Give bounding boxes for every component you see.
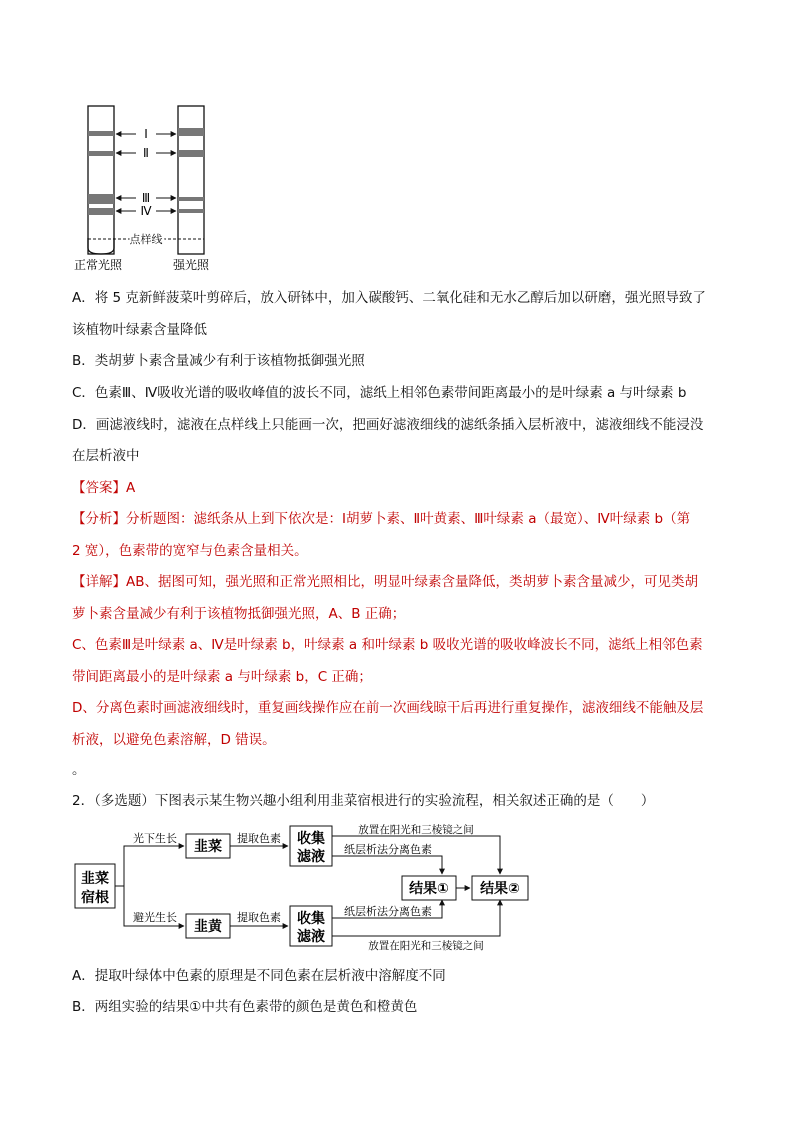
q1-option-a-line2: 该植物叶绿素含量降低 xyxy=(72,322,207,338)
strong-light-strip xyxy=(178,106,204,254)
collect-top-1: 收集 xyxy=(297,831,325,847)
q2-option-a: A．提取叶绿体中色素的原理是不同色素在层析液中溶解度不同 xyxy=(72,968,446,984)
experiment-flow-diagram xyxy=(72,822,532,954)
root-label-1: 韭菜 xyxy=(81,871,109,887)
q2-option-b: B．两组实验的结果①中共有色素带的颜色是黄色和橙黄色 xyxy=(72,999,418,1015)
result2-label: 结果② xyxy=(480,881,520,897)
q1-detail-line4: 带间距离最小的是叶绿素 a 与叶绿素 b，C 正确； xyxy=(72,669,372,685)
root-label-2: 宿根 xyxy=(81,890,109,906)
q1-detail-line2: 萝卜素含量减少有利于该植物抵御强光照，A、B 正确； xyxy=(72,606,406,622)
label-iv: Ⅳ xyxy=(140,204,152,218)
q1-analysis-line2: 2 宽），色素带的宽窄与色素含量相关。 xyxy=(72,543,308,559)
q1-detail-line6: 析液，以避免色素溶解，D 错误。 xyxy=(72,732,276,748)
analysis-text-1: 分析题图：滤纸条从上到下依次是：Ⅰ胡萝卜素、Ⅱ叶黄素、Ⅲ叶绿素 a（最宽）、Ⅳ叶绿素 b（第 xyxy=(126,511,691,527)
q1-option-c: C．色素Ⅲ、Ⅳ吸收光谱的吸收峰值的波长不同，滤纸上相邻色素带间距离最小的是叶绿素 a 与叶绿素 b xyxy=(72,385,687,401)
collect-bottom-1: 收集 xyxy=(297,911,325,927)
extract-label-bottom: 提取色素 xyxy=(237,911,281,924)
collect-bottom-2: 滤液 xyxy=(297,929,325,945)
prism-label-bottom: 放置在阳光和三棱镜之间 xyxy=(368,940,484,952)
extract-label-top: 提取色素 xyxy=(237,832,281,845)
band-iv-normal xyxy=(88,208,114,215)
q1-option-d-line2: 在层析液中 xyxy=(72,448,140,464)
q1-option-a-line1: A．将 5 克新鲜菠菜叶剪碎后，放入研钵中，加入碳酸钙、二氧化硅和无水乙醇后加以研磨，强光照导致了 xyxy=(72,290,706,306)
band-iv-strong xyxy=(178,209,204,213)
q1-detail-line5: D、分离色素时画滤液细线时，重复画线操作应在前一次画线晾干后再进行重复操作，滤液细线不能触及层 xyxy=(72,700,704,716)
normal-light-label: 正常光照 xyxy=(73,258,123,272)
normal-light-strip xyxy=(88,106,114,254)
band-ii-normal xyxy=(88,151,114,156)
light-growth-label: 光下生长 xyxy=(133,832,177,845)
q1-analysis-line1 xyxy=(72,509,690,529)
detail-tag: 【详解】 xyxy=(72,574,126,590)
q1-end-mark: 。 xyxy=(72,762,86,778)
band-ii-strong xyxy=(178,150,204,157)
detail-text-1: AB、据图可知，强光照和正常光照相比，明显叶绿素含量降低，类胡萝卜素含量减少，可见类胡 xyxy=(126,574,698,590)
label-iii: Ⅲ xyxy=(141,191,151,205)
band-i-strong xyxy=(178,128,204,136)
band-i-normal xyxy=(88,131,114,136)
dark-growth-label: 避光生长 xyxy=(133,911,177,924)
paper-chrom-label-bottom: 纸层析法分离色素 xyxy=(344,905,432,918)
paper-chrom-label-top: 纸层析法分离色素 xyxy=(344,843,432,856)
q1-option-d-line1: D．画滤液线时，滤液在点样线上只能画一次，把画好滤液细线的滤纸条插入层析液中，滤液细线不能浸没 xyxy=(72,417,704,433)
q1-detail-line3: C、色素Ⅲ是叶绿素 a、Ⅳ是叶绿素 b，叶绿素 a 和叶绿素 b 吸收光谱的吸收峰波长不同，滤纸上相邻色素 xyxy=(72,637,703,653)
q1-answer: 【答案】A xyxy=(72,480,136,496)
prism-label-top: 放置在阳光和三棱镜之间 xyxy=(358,824,474,836)
strong-light-label: 强光照 xyxy=(172,258,210,272)
label-i: Ⅰ xyxy=(144,127,148,141)
yellow-leek-label: 韭黄 xyxy=(194,919,222,935)
collect-top-2: 滤液 xyxy=(297,849,325,865)
q1-option-b: B．类胡萝卜素含量减少有利于该植物抵御强光照 xyxy=(72,353,365,369)
leek-label: 韭菜 xyxy=(194,839,222,855)
q1-detail-line1 xyxy=(72,572,698,592)
band-iii-normal xyxy=(88,194,114,204)
origin-line-label: 点样线 xyxy=(129,233,163,246)
result1-label: 结果① xyxy=(409,881,449,897)
label-ii: Ⅱ xyxy=(143,146,149,160)
band-iii-strong xyxy=(178,197,204,201)
chromatography-figure xyxy=(70,98,230,278)
q2-stem: 2．（多选题）下图表示某生物兴趣小组利用韭菜宿根进行的实验流程，相关叙述正确的是（ ） xyxy=(72,793,655,809)
analysis-tag: 【分析】 xyxy=(72,511,126,527)
